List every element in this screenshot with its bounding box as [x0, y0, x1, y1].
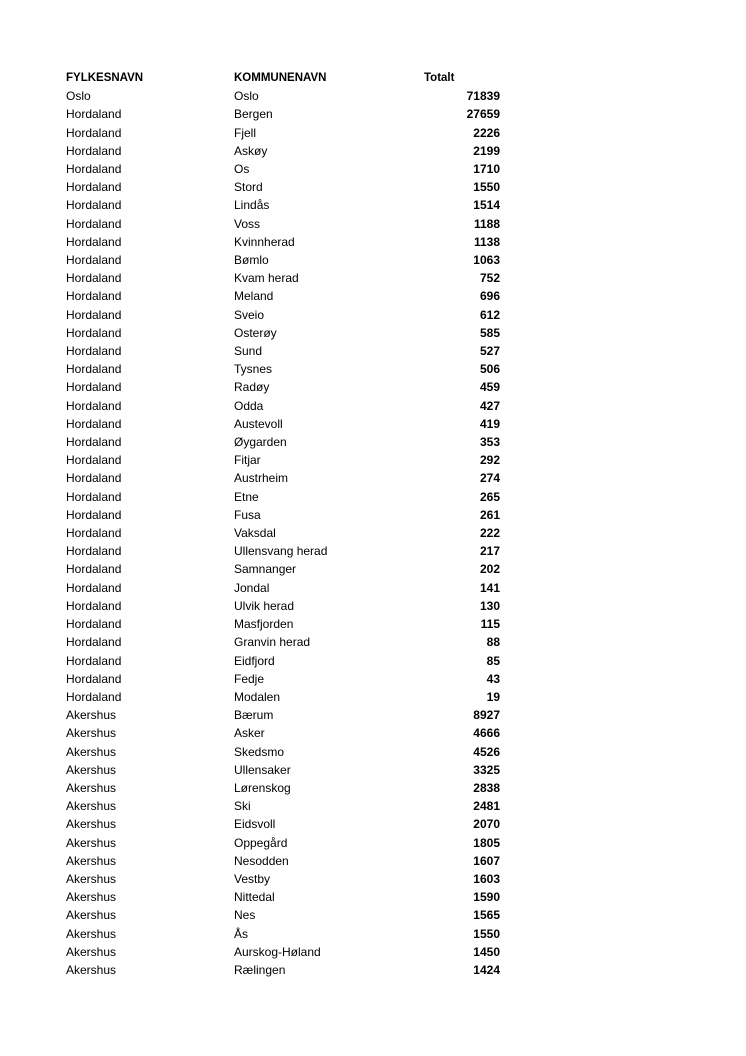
table-row	[66, 433, 500, 451]
total-cell: 2226	[473, 125, 500, 140]
municipality-cell: Askøy	[234, 143, 268, 158]
county-cell: Hordaland	[66, 689, 122, 704]
county-cell: Hordaland	[66, 544, 122, 559]
total-cell: 292	[479, 453, 500, 468]
county-cell: Hordaland	[66, 380, 122, 395]
table-row	[66, 888, 500, 906]
total-cell: 1550	[473, 926, 500, 941]
municipality-cell: Skedsmo	[234, 744, 285, 759]
total-cell: 1603	[473, 871, 500, 886]
municipality-cell: Austrheim	[234, 471, 289, 486]
table-row	[66, 287, 500, 305]
municipality-cell: Nittedal	[234, 890, 275, 905]
table-row	[66, 378, 500, 396]
table-row	[66, 743, 500, 761]
total-cell: 141	[479, 580, 500, 595]
county-cell: Akershus	[66, 817, 117, 832]
table-row	[66, 142, 500, 160]
table-row	[66, 215, 500, 233]
municipality-cell: Oppegård	[234, 835, 288, 850]
municipality-cell: Jondal	[234, 580, 270, 595]
total-cell: 85	[486, 653, 500, 668]
table-row	[66, 961, 500, 979]
municipality-cell: Aurskog-Høland	[234, 944, 321, 959]
total-cell: 4526	[473, 744, 500, 759]
county-cell: Akershus	[66, 744, 117, 759]
total-cell: 419	[479, 416, 500, 431]
county-cell: Hordaland	[66, 253, 122, 268]
total-cell: 1450	[473, 944, 500, 959]
municipality-cell: Radøy	[234, 380, 270, 395]
municipality-cell: Modalen	[234, 689, 281, 704]
county-cell: Akershus	[66, 853, 117, 868]
municipality-cell: Ullensvang herad	[234, 544, 328, 559]
header-total: Totalt	[424, 72, 455, 84]
municipality-cell: Fjell	[234, 125, 257, 140]
total-cell: 459	[479, 380, 500, 395]
table-row	[66, 306, 500, 324]
header-municipality: KOMMUNENAVN	[234, 72, 327, 84]
county-cell: Hordaland	[66, 362, 122, 377]
county-cell: Hordaland	[66, 617, 122, 632]
municipality-cell: Ullensaker	[234, 762, 291, 777]
total-cell: 353	[479, 435, 500, 450]
county-cell: Hordaland	[66, 671, 122, 686]
municipality-cell: Øygarden	[234, 435, 287, 450]
municipality-cell: Fitjar	[234, 453, 261, 468]
table-row	[66, 451, 500, 469]
municipality-cell: Vestby	[234, 871, 271, 886]
total-cell: 274	[479, 471, 500, 486]
total-cell: 3325	[473, 762, 500, 777]
table-row	[66, 597, 500, 615]
total-cell: 265	[479, 489, 500, 504]
total-cell: 1063	[473, 253, 500, 268]
county-cell: Hordaland	[66, 143, 122, 158]
total-cell: 27659	[466, 107, 500, 122]
table-row	[66, 160, 500, 178]
total-cell: 2070	[473, 817, 500, 832]
county-cell: Akershus	[66, 708, 117, 723]
total-cell: 130	[479, 598, 500, 613]
municipality-cell: Ski	[234, 799, 251, 814]
table-row	[66, 761, 500, 779]
county-cell: Akershus	[66, 890, 117, 905]
municipality-cell: Voss	[234, 216, 261, 231]
municipality-cell: Odda	[234, 398, 264, 413]
municipality-cell: Eidsvoll	[234, 817, 276, 832]
total-cell: 43	[486, 671, 500, 686]
table-row	[66, 124, 500, 142]
table-row	[66, 779, 500, 797]
total-cell: 2199	[473, 143, 500, 158]
county-cell: Hordaland	[66, 198, 122, 213]
table-row	[66, 360, 500, 378]
table-row	[66, 852, 500, 870]
total-cell: 1424	[473, 962, 500, 977]
total-cell: 1590	[473, 890, 500, 905]
table-row	[66, 870, 500, 888]
total-cell: 527	[479, 344, 500, 359]
total-cell: 4666	[473, 726, 500, 741]
table-row	[66, 925, 500, 943]
table-row	[66, 269, 500, 287]
table-row	[66, 506, 500, 524]
municipality-cell: Bømlo	[234, 253, 269, 268]
table-row	[66, 943, 500, 961]
county-cell: Hordaland	[66, 435, 122, 450]
county-cell: Akershus	[66, 908, 117, 923]
table-row	[66, 488, 500, 506]
county-cell: Hordaland	[66, 107, 122, 122]
header-county: FYLKESNAVN	[66, 72, 144, 84]
table-body	[66, 87, 500, 979]
municipality-cell: Bærum	[234, 708, 274, 723]
table-row	[66, 815, 500, 833]
total-cell: 8927	[473, 708, 500, 723]
table-row	[66, 178, 500, 196]
county-cell: Hordaland	[66, 125, 122, 140]
county-cell: Hordaland	[66, 289, 122, 304]
county-cell: Hordaland	[66, 526, 122, 541]
table-header	[66, 69, 500, 87]
table-row	[66, 415, 500, 433]
total-cell: 1607	[473, 853, 500, 868]
total-cell: 612	[479, 307, 500, 322]
county-cell: Akershus	[66, 835, 117, 850]
county-cell: Hordaland	[66, 471, 122, 486]
municipality-cell: Masfjorden	[234, 617, 294, 632]
total-cell: 19	[486, 689, 500, 704]
table-row	[66, 397, 500, 415]
total-cell: 217	[479, 544, 500, 559]
municipality-cell: Asker	[234, 726, 265, 741]
municipality-cell: Sund	[234, 344, 263, 359]
total-cell: 752	[479, 271, 500, 286]
municipality-cell: Granvin herad	[234, 635, 311, 650]
county-cell: Akershus	[66, 799, 117, 814]
table-row	[66, 670, 500, 688]
county-cell: Hordaland	[66, 344, 122, 359]
county-cell: Hordaland	[66, 271, 122, 286]
total-cell: 2838	[473, 780, 500, 795]
municipality-cell: Meland	[234, 289, 274, 304]
county-cell: Hordaland	[66, 180, 122, 195]
county-cell: Hordaland	[66, 416, 122, 431]
table-row	[66, 724, 500, 742]
total-cell: 696	[479, 289, 500, 304]
county-cell: Akershus	[66, 944, 117, 959]
municipality-cell: Nesodden	[234, 853, 289, 868]
total-cell: 71839	[466, 89, 500, 104]
table-row	[66, 560, 500, 578]
municipality-cell: Samnanger	[234, 562, 297, 577]
total-cell: 1805	[473, 835, 500, 850]
table-row	[66, 87, 500, 105]
total-cell: 2481	[473, 799, 500, 814]
total-cell: 202	[479, 562, 500, 577]
municipality-cell: Ulvik herad	[234, 598, 295, 613]
total-cell: 222	[479, 526, 500, 541]
total-cell: 88	[486, 635, 500, 650]
table-row	[66, 524, 500, 542]
municipality-cell: Vaksdal	[234, 526, 276, 541]
municipality-cell: Os	[234, 162, 250, 177]
total-cell: 1514	[473, 198, 500, 213]
municipality-cell: Kvam herad	[234, 271, 299, 286]
total-cell: 585	[479, 325, 500, 340]
total-cell: 1138	[473, 234, 500, 249]
municipality-cell: Stord	[234, 180, 263, 195]
total-cell: 1188	[473, 216, 500, 231]
county-cell: Hordaland	[66, 453, 122, 468]
table-row	[66, 706, 500, 724]
municipality-cell: Kvinnherad	[234, 234, 295, 249]
county-cell: Akershus	[66, 871, 117, 886]
county-cell: Oslo	[66, 89, 91, 104]
total-cell: 506	[479, 362, 500, 377]
county-cell: Hordaland	[66, 489, 122, 504]
municipality-cell: Lørenskog	[234, 780, 291, 795]
total-cell: 1710	[473, 162, 500, 177]
county-cell: Hordaland	[66, 325, 122, 340]
table-row	[66, 579, 500, 597]
municipality-cell: Osterøy	[234, 325, 277, 340]
county-cell: Hordaland	[66, 216, 122, 231]
table-row	[66, 542, 500, 560]
table-row	[66, 688, 500, 706]
table-row	[66, 797, 500, 815]
table-row	[66, 105, 500, 123]
municipality-cell: Rælingen	[234, 962, 286, 977]
municipality-cell: Eidfjord	[234, 653, 275, 668]
county-cell: Hordaland	[66, 598, 122, 613]
table-row	[66, 324, 500, 342]
county-cell: Hordaland	[66, 580, 122, 595]
municipality-cell: Bergen	[234, 107, 273, 122]
table-row	[66, 615, 500, 633]
county-cell: Hordaland	[66, 653, 122, 668]
municipality-cell: Fusa	[234, 507, 261, 522]
total-cell: 1550	[473, 180, 500, 195]
table-row	[66, 652, 500, 670]
county-cell: Akershus	[66, 780, 117, 795]
table-row	[66, 251, 500, 269]
county-cell: Hordaland	[66, 507, 122, 522]
county-cell: Akershus	[66, 962, 117, 977]
table-row	[66, 834, 500, 852]
county-cell: Hordaland	[66, 234, 122, 249]
municipality-cell: Fedje	[234, 671, 265, 686]
table-row	[66, 342, 500, 360]
municipality-cell: Ås	[234, 926, 249, 941]
municipality-cell: Tysnes	[234, 362, 273, 377]
municipality-cell: Sveio	[234, 307, 265, 322]
table-row	[66, 196, 500, 214]
county-cell: Hordaland	[66, 162, 122, 177]
total-cell: 1565	[473, 908, 500, 923]
county-cell: Hordaland	[66, 307, 122, 322]
table-row	[66, 906, 500, 924]
total-cell: 261	[479, 507, 500, 522]
municipality-table	[66, 69, 500, 979]
county-cell: Hordaland	[66, 635, 122, 650]
total-cell: 427	[479, 398, 500, 413]
table-row	[66, 233, 500, 251]
municipality-cell: Austevoll	[234, 416, 283, 431]
total-cell: 115	[480, 617, 500, 632]
municipality-cell: Lindås	[234, 198, 270, 213]
county-cell: Hordaland	[66, 562, 122, 577]
county-cell: Akershus	[66, 926, 117, 941]
municipality-cell: Etne	[234, 489, 259, 504]
municipality-cell: Nes	[234, 908, 256, 923]
table-row	[66, 469, 500, 487]
county-cell: Akershus	[66, 726, 117, 741]
header-row	[66, 69, 500, 87]
municipality-cell: Oslo	[234, 89, 259, 104]
table-row	[66, 633, 500, 651]
county-cell: Hordaland	[66, 398, 122, 413]
county-cell: Akershus	[66, 762, 117, 777]
